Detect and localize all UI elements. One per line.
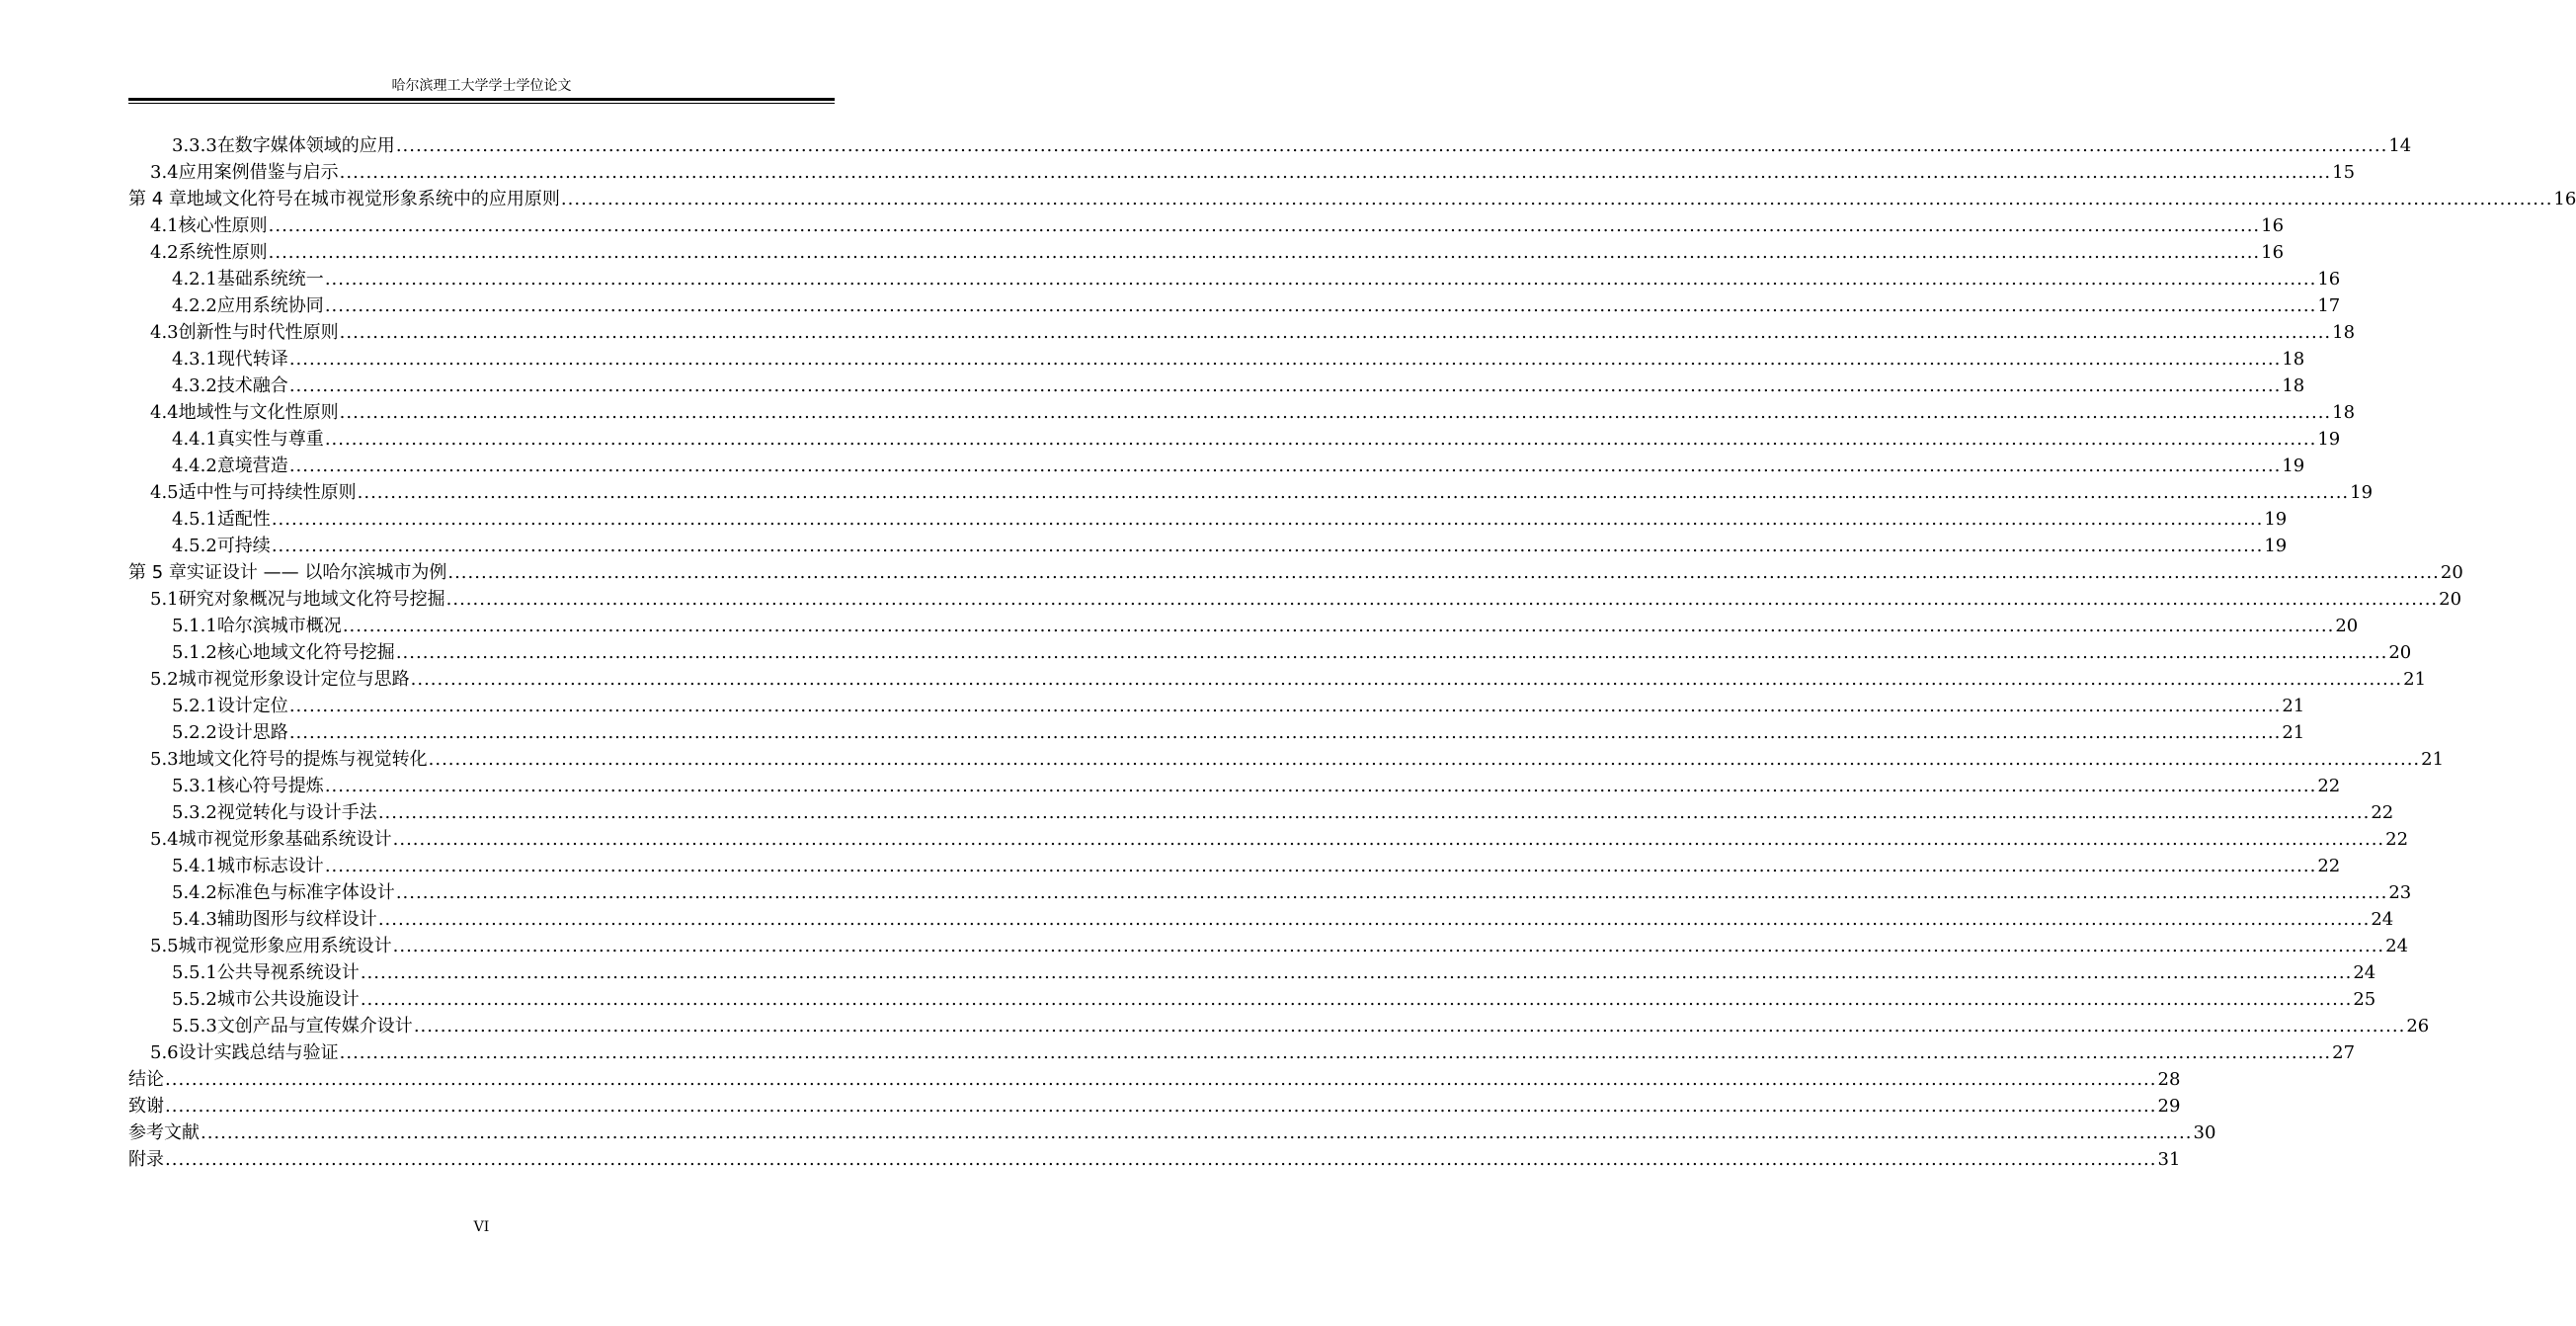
toc-entry[interactable]	[128, 717, 2305, 744]
toc-entry-title: 系统性原则	[178, 242, 268, 263]
toc-entry-page: 23	[2388, 882, 2412, 903]
dot-leader: ............................................................................................................................................................................................................................................................................................................	[560, 189, 2553, 209]
header-rule-thin	[128, 103, 835, 104]
dot-leader: ............................................................................................................................................................................................................................................................................................................	[339, 402, 2332, 423]
toc-entry-page: 30	[2193, 1122, 2216, 1143]
toc-entry-number: 5.4.2	[172, 882, 217, 903]
dot-leader: ............................................................................................................................................................................................................................................................................................................	[339, 322, 2332, 343]
toc-entry[interactable]	[128, 931, 2409, 957]
dot-leader: ............................................................................................................................................................................................................................................................................................................	[288, 375, 2282, 396]
toc-entry-number: 4.5	[150, 482, 179, 503]
toc-entry-page: 24	[2353, 962, 2376, 983]
toc-entry-title: 城市标志设计	[216, 856, 324, 876]
toc-entry-page: 19	[2264, 509, 2288, 530]
toc-entry-page: 19	[2317, 429, 2341, 450]
toc-entry-page: 22	[2317, 776, 2341, 796]
toc-entry-number: 5.4.3	[172, 909, 217, 930]
toc-entry[interactable]	[128, 424, 2341, 451]
toc-entry[interactable]	[128, 744, 2445, 771]
toc-entry-page: 19	[2264, 536, 2288, 556]
toc-entry[interactable]	[128, 771, 2341, 797]
toc-entry-page: 24	[2371, 909, 2394, 930]
toc-entry-title: 城市公共设施设计	[216, 989, 360, 1010]
toc-entry-title: 创新性与时代性原则	[178, 322, 339, 343]
toc-entry-number: 5.4.1	[172, 856, 217, 876]
dot-leader: ............................................................................................................................................................................................................................................................................................................	[395, 642, 2388, 663]
dot-leader: ............................................................................................................................................................................................................................................................................................................	[395, 135, 2388, 156]
toc-entry[interactable]	[128, 984, 2376, 1011]
toc-entry-title: 技术融合	[216, 375, 288, 396]
toc-entry-number: 5.3	[150, 749, 179, 770]
toc-entry[interactable]	[128, 1118, 2216, 1144]
toc-entry-page: 18	[2282, 349, 2305, 370]
toc-entry-number: 5.5.3	[172, 1016, 217, 1036]
toc-entry-number: 4.4	[150, 402, 179, 423]
toc-entry-title: 参考文献	[128, 1122, 200, 1143]
toc-entry[interactable]	[128, 904, 2394, 931]
toc-entry[interactable]	[128, 691, 2305, 717]
toc-entry-title: 核心性原则	[178, 215, 268, 236]
toc-entry[interactable]	[128, 664, 2427, 691]
dot-leader: ............................................................................................................................................................................................................................................................................................................	[268, 242, 2261, 263]
toc-entry-title: 附录	[128, 1149, 164, 1170]
toc-entry-title: 设计定位	[216, 696, 288, 716]
toc-entry-number: 第 4 章	[128, 189, 187, 209]
toc-entry[interactable]	[128, 637, 2412, 664]
toc-entry-page: 20	[2439, 589, 2462, 610]
toc-entry-page: 20	[2440, 562, 2463, 583]
toc-entry-title: 文创产品与宣传媒介设计	[216, 1016, 413, 1036]
toc-entry-title: 可持续	[216, 536, 271, 556]
toc-entry-title: 地域文化符号在城市视觉形象系统中的应用原则	[186, 189, 560, 209]
toc-entry-page: 31	[2157, 1149, 2181, 1170]
toc-entry-title: 致谢	[128, 1096, 164, 1117]
toc-entry-title: 实证设计 —— 以哈尔滨城市为例	[186, 562, 447, 583]
toc-entry-page: 22	[2317, 856, 2341, 876]
dot-leader: ............................................................................................................................................................................................................................................................................................................	[392, 829, 2385, 850]
toc-entry[interactable]	[128, 371, 2305, 397]
toc-entry-page: 22	[2371, 802, 2394, 823]
dot-leader: ............................................................................................................................................................................................................................................................................................................	[165, 1149, 2157, 1170]
toc-entry-page: 15	[2332, 162, 2356, 183]
toc-entry[interactable]	[128, 477, 2374, 504]
toc-entry[interactable]	[128, 557, 2463, 584]
toc-entry-page: 19	[2350, 482, 2374, 503]
toc-entry-title: 真实性与尊重	[216, 429, 324, 450]
dot-leader: ............................................................................................................................................................................................................................................................................................................	[339, 1042, 2332, 1063]
toc-entry-number: 4.4.2	[172, 456, 217, 476]
dot-leader: ............................................................................................................................................................................................................................................................................................................	[377, 802, 2371, 823]
dot-leader: ............................................................................................................................................................................................................................................................................................................	[165, 1069, 2157, 1090]
toc-entry-page: 21	[2282, 696, 2305, 716]
dot-leader: ............................................................................................................................................................................................................................................................................................................	[324, 295, 2317, 316]
toc-entry[interactable]	[128, 1091, 2181, 1118]
toc-entry-number: 5.6	[150, 1042, 179, 1063]
toc-entry-page: 16	[2317, 269, 2341, 290]
toc-entry-number: 5.5.2	[172, 989, 217, 1010]
toc-entry-page: 19	[2282, 456, 2305, 476]
toc-entry-number: 第 5 章	[128, 562, 187, 583]
toc-entry-number: 3.3.3	[172, 135, 217, 156]
toc-entry[interactable]	[128, 130, 2412, 157]
toc-entry-number: 4.3.1	[172, 349, 217, 370]
toc-entry[interactable]	[128, 504, 2288, 531]
toc-entry-title: 城市视觉形象应用系统设计	[178, 936, 392, 956]
toc-entry-number: 4.1	[150, 215, 179, 236]
dot-leader: ............................................................................................................................................................................................................................................................................................................	[360, 962, 2353, 983]
toc-entry[interactable]	[128, 1011, 2430, 1037]
toc-entry-title: 现代转译	[216, 349, 288, 370]
toc-entry-page: 20	[2388, 642, 2412, 663]
toc-entry-number: 5.5.1	[172, 962, 217, 983]
toc-entry-page: 27	[2332, 1042, 2356, 1063]
dot-leader: ............................................................................................................................................................................................................................................................................................................	[165, 1096, 2157, 1117]
toc-entry-title: 结论	[128, 1069, 164, 1090]
toc-entry-page: 16	[2261, 242, 2285, 263]
toc-entry-title: 适中性与可持续性原则	[178, 482, 357, 503]
toc-entry-number: 4.2	[150, 242, 179, 263]
header-rule-thick	[128, 98, 835, 101]
toc-entry-number: 4.2.2	[172, 295, 217, 316]
toc-entry-title: 地域性与文化性原则	[178, 402, 339, 423]
toc-entry-number: 4.5.1	[172, 509, 217, 530]
toc-entry-title: 应用系统协同	[216, 295, 324, 316]
toc-entry-number: 5.1	[150, 589, 179, 610]
toc-entry[interactable]	[128, 344, 2305, 371]
toc-entry-title: 应用案例借鉴与启示	[178, 162, 339, 183]
toc-entry-page: 25	[2353, 989, 2376, 1010]
toc-entry-page: 18	[2282, 375, 2305, 396]
toc-entry-title: 视觉转化与设计手法	[216, 802, 377, 823]
toc-entry-number: 5.3.1	[172, 776, 217, 796]
toc-entry[interactable]	[128, 1144, 2181, 1171]
toc-entry-page: 18	[2332, 322, 2356, 343]
toc-entry[interactable]	[128, 877, 2412, 904]
toc-entry[interactable]	[128, 611, 2359, 637]
toc-entry[interactable]	[128, 1037, 2356, 1064]
toc-entry-page: 26	[2406, 1016, 2430, 1036]
toc-entry-page: 20	[2335, 616, 2359, 636]
toc-entry[interactable]	[128, 157, 2356, 184]
toc-entry-title: 地域文化符号的提炼与视觉转化	[178, 749, 428, 770]
table-of-contents	[128, 130, 2576, 1171]
toc-entry[interactable]	[128, 210, 2285, 237]
dot-leader: ............................................................................................................................................................................................................................................................................................................	[357, 482, 2350, 503]
toc-entry[interactable]	[128, 317, 2356, 344]
toc-entry-number: 5.1.2	[172, 642, 217, 663]
toc-entry-title: 设计实践总结与验证	[178, 1042, 339, 1063]
toc-entry[interactable]	[128, 824, 2409, 851]
toc-entry-number: 5.2	[150, 669, 179, 690]
toc-entry-title: 城市视觉形象设计定位与思路	[178, 669, 410, 690]
toc-entry-title: 在数字媒体领域的应用	[216, 135, 395, 156]
toc-entry-number: 5.3.2	[172, 802, 217, 823]
dot-leader: ............................................................................................................................................................................................................................................................................................................	[342, 616, 2335, 636]
toc-entry[interactable]	[128, 451, 2305, 477]
dot-leader: ............................................................................................................................................................................................................................................................................................................	[324, 269, 2317, 290]
toc-entry[interactable]	[128, 290, 2341, 317]
toc-entry[interactable]	[128, 851, 2341, 877]
toc-entry-title: 哈尔滨城市概况	[216, 616, 342, 636]
toc-entry-number: 5.1.1	[172, 616, 217, 636]
dot-leader: ............................................................................................................................................................................................................................................................................................................	[288, 696, 2282, 716]
page-number: VI	[473, 1219, 490, 1235]
toc-entry-page: 21	[2421, 749, 2445, 770]
toc-entry-title: 核心地域文化符号挖掘	[216, 642, 395, 663]
toc-entry-title: 标准色与标准字体设计	[216, 882, 395, 903]
toc-entry-title: 城市视觉形象基础系统设计	[178, 829, 392, 850]
toc-entry-title: 意境营造	[216, 456, 288, 476]
toc-entry-page: 18	[2332, 402, 2356, 423]
dot-leader: ............................................................................................................................................................................................................................................................................................................	[324, 776, 2317, 796]
dot-leader: ............................................................................................................................................................................................................................................................................................................	[271, 536, 2264, 556]
dot-leader: ............................................................................................................................................................................................................................................................................................................	[428, 749, 2421, 770]
toc-entry-number: 3.4	[150, 162, 179, 183]
toc-entry-title: 设计思路	[216, 722, 288, 743]
toc-entry[interactable]	[128, 184, 2576, 210]
toc-entry-number: 4.3	[150, 322, 179, 343]
toc-entry-page: 14	[2388, 135, 2412, 156]
dot-leader: ............................................................................................................................................................................................................................................................................................................	[288, 349, 2282, 370]
dot-leader: ............................................................................................................................................................................................................................................................................................................	[201, 1122, 2193, 1143]
toc-entry-number: 5.2.2	[172, 722, 217, 743]
toc-entry-number: 4.4.1	[172, 429, 217, 450]
toc-entry[interactable]	[128, 584, 2462, 611]
toc-entry-title: 研究对象概况与地域文化符号挖掘	[178, 589, 445, 610]
dot-leader: ............................................................................................................................................................................................................................................................................................................	[447, 562, 2440, 583]
toc-entry-number: 5.2.1	[172, 696, 217, 716]
toc-entry[interactable]	[128, 264, 2341, 290]
toc-entry[interactable]	[128, 1064, 2181, 1091]
toc-entry-page: 16	[2261, 215, 2285, 236]
toc-entry[interactable]	[128, 237, 2285, 264]
toc-entry[interactable]	[128, 397, 2356, 424]
dot-leader: ............................................................................................................................................................................................................................................................................................................	[392, 936, 2385, 956]
dot-leader: ............................................................................................................................................................................................................................................................................................................	[324, 429, 2317, 450]
dot-leader: ............................................................................................................................................................................................................................................................................................................	[445, 589, 2439, 610]
toc-entry-page: 17	[2317, 295, 2341, 316]
toc-entry-page: 16	[2553, 189, 2576, 209]
toc-entry-page: 24	[2385, 936, 2409, 956]
toc-entry[interactable]	[128, 797, 2394, 824]
toc-entry-number: 4.5.2	[172, 536, 217, 556]
running-header: 哈尔滨理工大学学士学位论文	[391, 78, 572, 94]
dot-leader: ............................................................................................................................................................................................................................................................................................................	[288, 456, 2282, 476]
toc-entry-number: 4.3.2	[172, 375, 217, 396]
dot-leader: ............................................................................................................................................................................................................................................................................................................	[268, 215, 2261, 236]
dot-leader: ............................................................................................................................................................................................................................................................................................................	[395, 882, 2388, 903]
toc-entry-title: 辅助图形与纹样设计	[216, 909, 377, 930]
toc-entry-page: 21	[2403, 669, 2427, 690]
dot-leader: ............................................................................................................................................................................................................................................................................................................	[377, 909, 2371, 930]
dot-leader: ............................................................................................................................................................................................................................................................................................................	[413, 1016, 2406, 1036]
toc-entry-title: 公共导视系统设计	[216, 962, 360, 983]
dot-leader: ............................................................................................................................................................................................................................................................................................................	[339, 162, 2332, 183]
toc-entry-title: 适配性	[216, 509, 271, 530]
toc-entry-number: 5.4	[150, 829, 179, 850]
toc-entry[interactable]	[128, 531, 2288, 557]
dot-leader: ............................................................................................................................................................................................................................................................................................................	[410, 669, 2403, 690]
dot-leader: ............................................................................................................................................................................................................................................................................................................	[288, 722, 2282, 743]
toc-entry-page: 22	[2385, 829, 2409, 850]
toc-entry-number: 4.2.1	[172, 269, 217, 290]
toc-entry[interactable]	[128, 957, 2376, 984]
toc-entry-title: 基础系统统一	[216, 269, 324, 290]
toc-entry-page: 21	[2282, 722, 2305, 743]
dot-leader: ............................................................................................................................................................................................................................................................................................................	[324, 856, 2317, 876]
toc-entry-number: 5.5	[150, 936, 179, 956]
toc-entry-title: 核心符号提炼	[216, 776, 324, 796]
toc-entry-page: 28	[2157, 1069, 2181, 1090]
dot-leader: ............................................................................................................................................................................................................................................................................................................	[360, 989, 2353, 1010]
dot-leader: ............................................................................................................................................................................................................................................................................................................	[271, 509, 2264, 530]
toc-entry-page: 29	[2157, 1096, 2181, 1117]
